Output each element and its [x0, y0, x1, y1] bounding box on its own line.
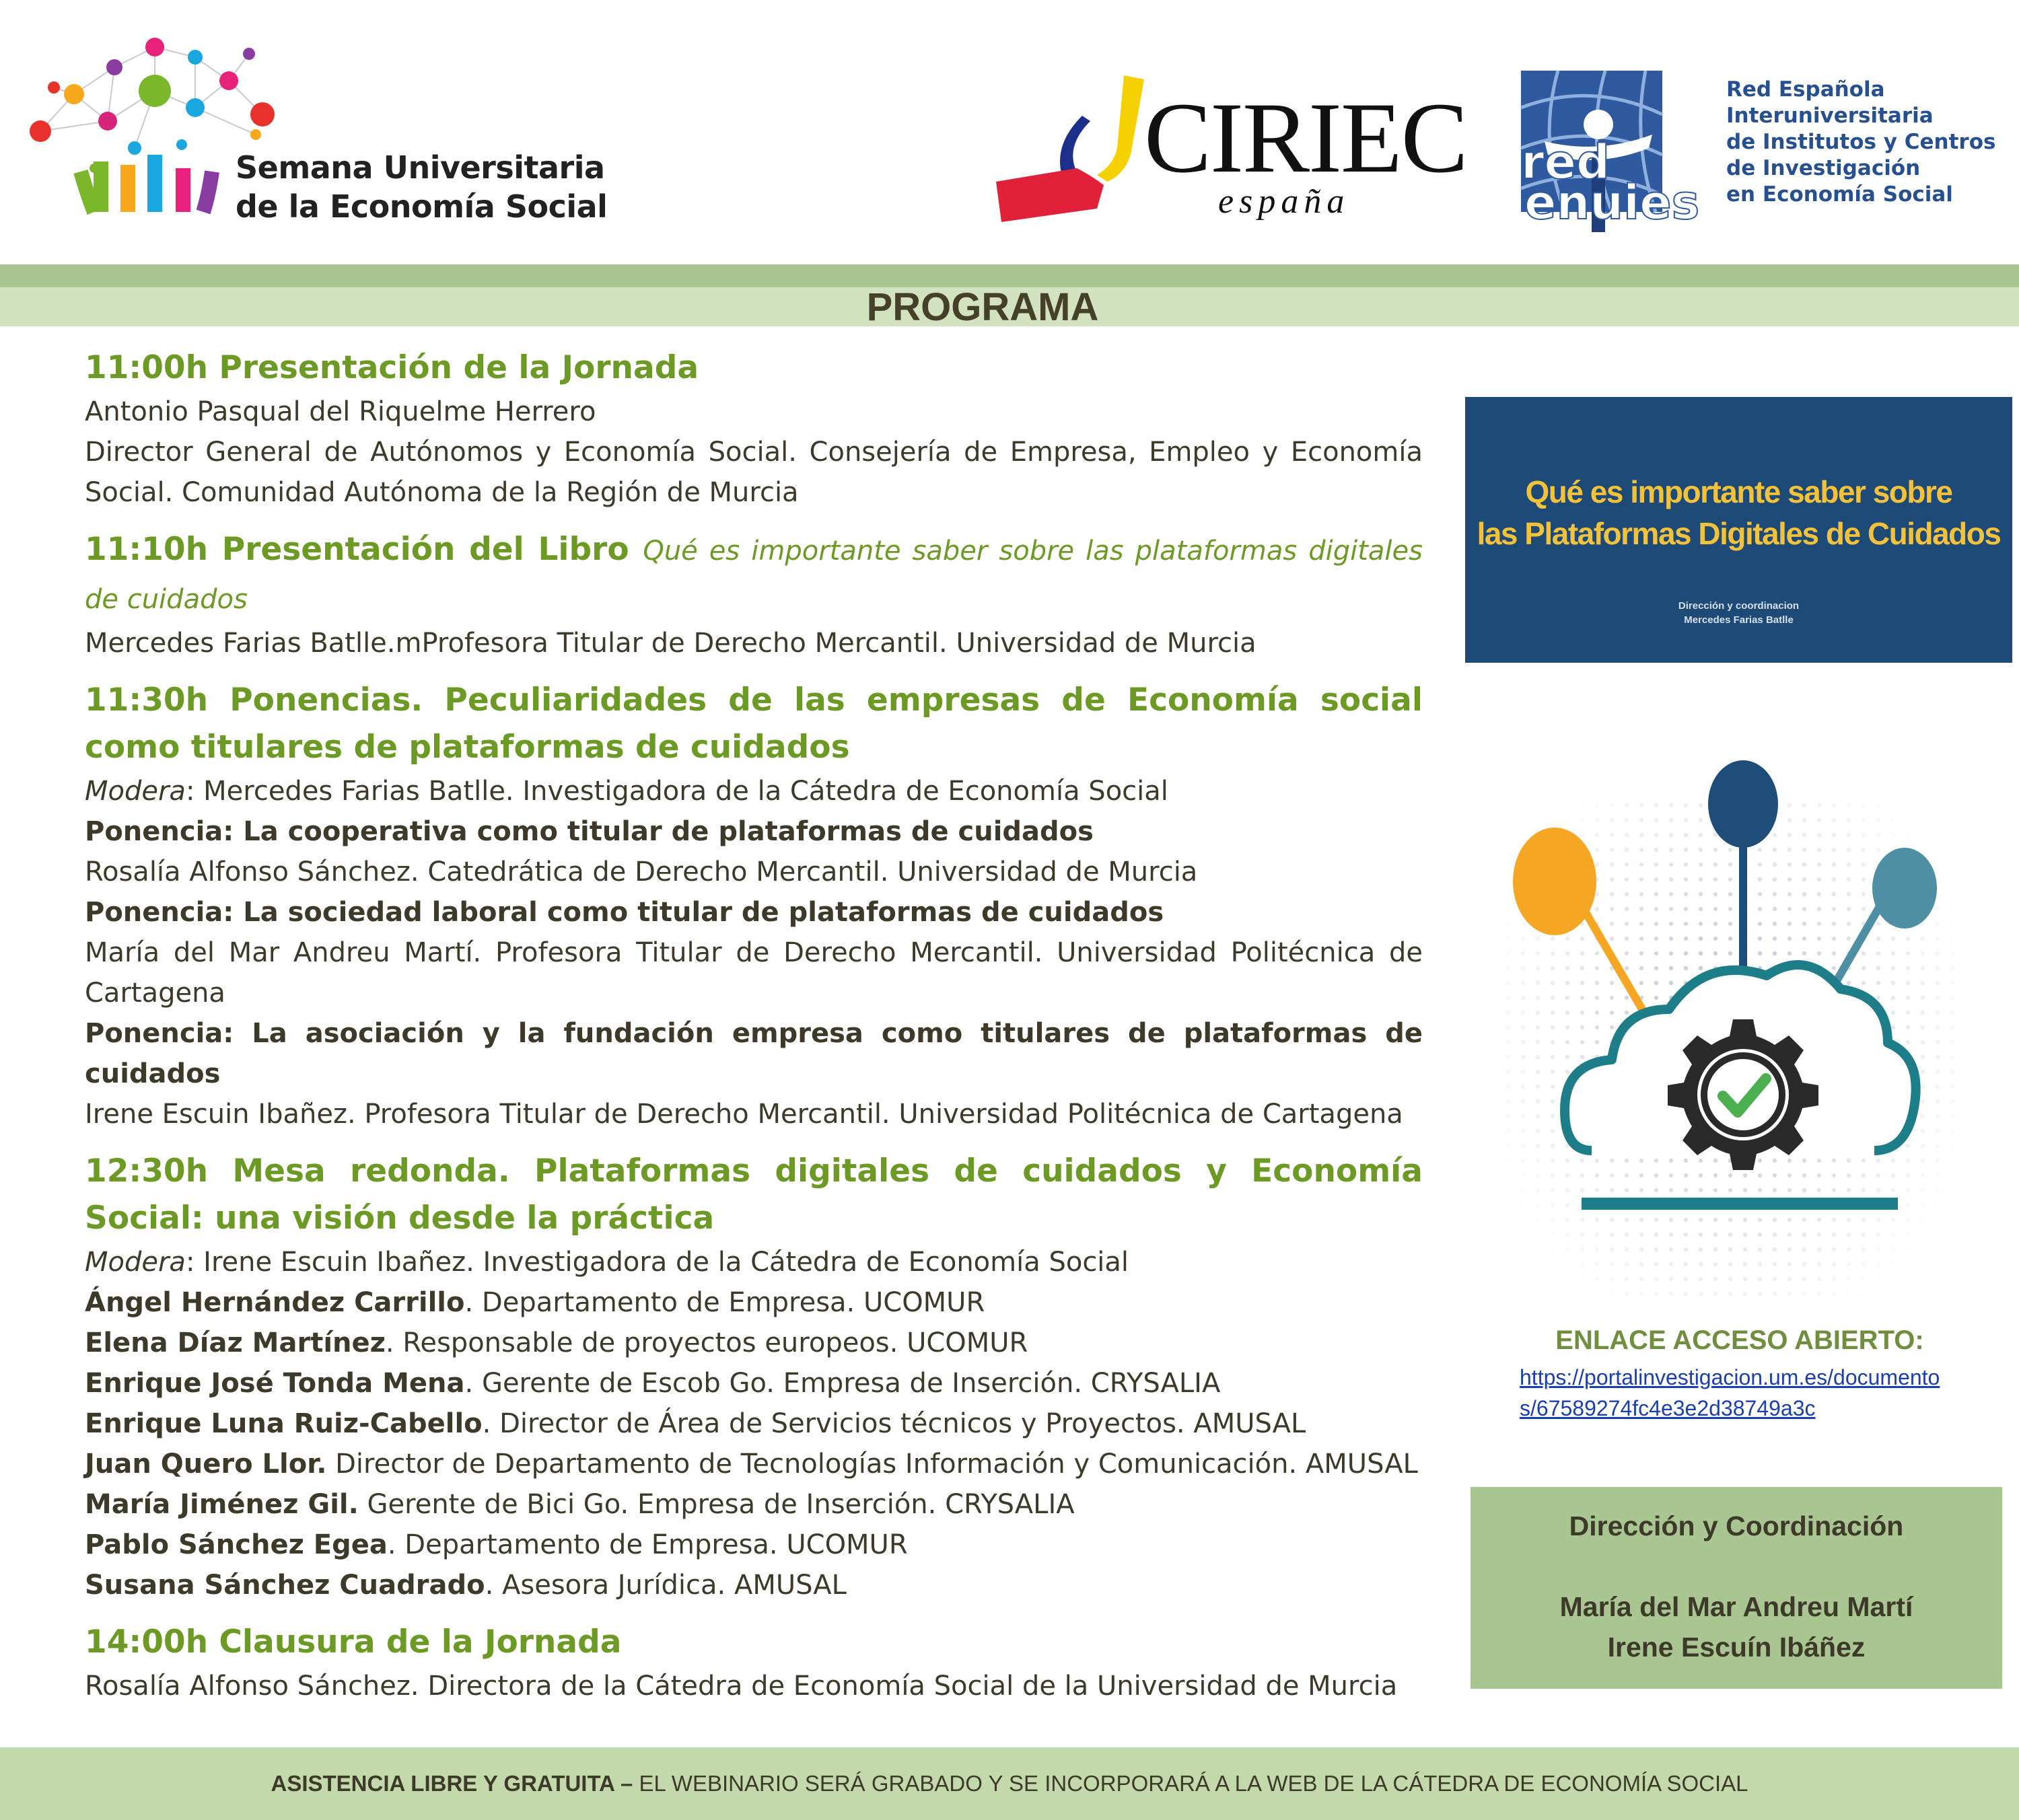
book-cover-title — [1465, 471, 2012, 554]
coordinator-name: María del Mar Andreu Martí — [1559, 1591, 1913, 1622]
red-enuies-text — [1726, 77, 1995, 208]
ponencia-author: Rosalía Alfonso Sánchez. Catedrática de Derecho Mercantil. Universidad de Murcia — [85, 857, 1198, 887]
ciriec-swoosh-icon — [996, 74, 1158, 222]
section-title: 11:30h Ponencias. Peculiaridades de las empresas de Economía social como titulares de plataformas de cuidados — [85, 682, 1423, 766]
participant-row — [85, 1525, 1423, 1565]
coordination-title: Dirección y Coordinación — [1569, 1510, 1904, 1541]
participant-name: Elena Díaz Martínez — [85, 1327, 386, 1358]
red-mark-line2: enuies — [1524, 175, 1700, 230]
open-access-link[interactable]: https://portalinvestigacion.um.es/documentos/67589274fc4e3e2d38749a3c — [1520, 1365, 1940, 1420]
red-line-4: de Investigación — [1726, 156, 1921, 180]
red-enuies-logo — [1518, 67, 2002, 249]
book-title-line2: las Plataformas Digitales de Cuidados — [1477, 516, 2001, 551]
book-cover-direction — [1465, 599, 2012, 627]
participant-role: . Responsable de proyectos europeos. UCOMUR — [385, 1327, 1028, 1358]
program-column — [85, 344, 1423, 1720]
book-dir-label: Dirección y coordinacion — [1678, 600, 1800, 612]
section-title — [85, 526, 1423, 623]
ciriec-subtitle: españa — [1218, 182, 1350, 221]
ponencia-title: Ponencia: La sociedad laboral como titular de plataformas de cuidados — [85, 897, 1164, 928]
participant-role: . Asesora Jurídica. AMUSAL — [485, 1570, 847, 1601]
modera-text: : Irene Escuin Ibañez. Investigadora de la Cátedra de Economía Social — [185, 1247, 1129, 1278]
programa-title: PROGRAMA — [866, 285, 1099, 329]
participant-row — [85, 1565, 1423, 1605]
coordinator-name: Irene Escuín Ibáñez — [1607, 1632, 1866, 1663]
participant-role: . Director de Área de Servicios técnicos y Proyectos. AMUSAL — [482, 1408, 1306, 1439]
cloud-gear-icon — [1501, 754, 1958, 1325]
ciriec-name: CIRIEC — [1144, 82, 1467, 194]
book-dir-name: Mercedes Farias Batlle — [1684, 614, 1794, 626]
semana-logo-line1: Semana Universitaria — [236, 149, 605, 186]
speaker-line: Mercedes Farias Batlle.mProfesora Titular de Derecho Mercantil. Universidad de Murcia — [85, 628, 1256, 659]
section-title: 14:00h Clausura de la Jornada — [85, 1624, 622, 1661]
participant-row — [85, 1444, 1423, 1484]
ponencia-author: Irene Escuin Ibañez. Profesora Titular de Derecho Mercantil. Universidad Politécnica de Cartagena — [85, 1099, 1403, 1130]
ponencia-author: María del Mar Andreu Martí. Profesora Titular de Derecho Mercantil. Universidad Politécnica de Cartagena — [85, 937, 1423, 1009]
ciriec-logo — [996, 74, 1467, 222]
red-mark-line1: red — [1521, 135, 1610, 190]
section-title-text: 11:10h Presentación del Libro — [85, 531, 629, 568]
participant-role: Director de Departamento de Tecnologías Información y Comunicación. AMUSAL — [326, 1449, 1418, 1480]
participant-role: Gerente de Bici Go. Empresa de Inserción. CRYSALIA — [358, 1489, 1075, 1520]
red-line-3: de Institutos y Centros — [1726, 130, 1996, 154]
red-line-5: en Economía Social — [1726, 182, 1953, 207]
book-cover — [1465, 397, 2012, 663]
semana-logo-text — [236, 148, 607, 226]
semana-universitaria-logo — [27, 27, 633, 235]
participant-role: . Gerente de Escob Go. Empresa de Inserción. CRYSALIA — [464, 1368, 1221, 1399]
red-enuies-globe-icon — [1518, 67, 1720, 249]
enlace-label: ENLACE ACCESO ABIERTO: — [1555, 1325, 1924, 1355]
book-title-line1: Qué es importante saber sobre — [1525, 474, 1952, 509]
book-title-italic: Qué es importante saber sobre las plataformas digitales de cuidados — [85, 536, 1423, 615]
participant-name: Enrique José Tonda Mena — [85, 1368, 465, 1399]
section-ponencias — [85, 677, 1423, 1134]
participant-role: . Departamento de Empresa. UCOMUR — [387, 1529, 908, 1560]
modera-label: Modera — [85, 776, 186, 807]
coordination-box — [1471, 1487, 2002, 1689]
footer-banner — [0, 1747, 2019, 1820]
section-book — [85, 526, 1423, 663]
semana-logo-line2: de la Economía Social — [236, 188, 608, 225]
footer-text: EL WEBINARIO SERÁ GRABADO Y SE INCORPORARÁ A LA WEB DE LA CÁTEDRA DE ECONOMÍA SOCIAL — [633, 1771, 1748, 1796]
section-mesa-redonda — [85, 1148, 1423, 1605]
participant-name: Pablo Sánchez Egea — [85, 1529, 388, 1560]
participant-row — [85, 1484, 1423, 1525]
participant-row — [85, 1323, 1423, 1363]
speaker-role: Director General de Autónomos y Economía Social. Consejería de Empresa, Empleo y Economía Social. Comunidad Autónoma de la Región de Murcia — [85, 437, 1423, 508]
participant-row — [85, 1404, 1423, 1444]
participant-row — [85, 1363, 1423, 1404]
moderator-line — [85, 1242, 1423, 1282]
red-line-2: Interuniversitaria — [1726, 104, 1934, 128]
modera-label: Modera — [85, 1247, 186, 1278]
speaker-line: Rosalía Alfonso Sánchez. Directora de la Cátedra de Economía Social de la Universidad de Murcia — [85, 1671, 1398, 1702]
section-title: 11:00h Presentación de la Jornada — [85, 349, 699, 386]
moderator-line — [85, 771, 1423, 811]
participant-name: Susana Sánchez Cuadrado — [85, 1570, 485, 1601]
participant-role: . Departamento de Empresa. UCOMUR — [464, 1287, 985, 1318]
section-closing — [85, 1619, 1423, 1706]
participant-name: María Jiménez Gil. — [85, 1489, 359, 1520]
participant-name: Ángel Hernández Carrillo — [85, 1287, 465, 1318]
section-opening — [85, 344, 1423, 513]
section-title: 12:30h Mesa redonda. Plataformas digitales de cuidados y Economía Social: una visión desde la práctica — [85, 1153, 1423, 1237]
red-line-1: Red Española — [1726, 77, 1885, 102]
participant-name: Enrique Luna Ruiz-Cabello — [85, 1408, 483, 1439]
speaker-name: Antonio Pasqual del Riquelme Herrero — [85, 396, 596, 427]
ponencia-title: Ponencia: La cooperativa como titular de plataformas de cuidados — [85, 816, 1094, 847]
ponencia-title: Ponencia: La asociación y la fundación empresa como titulares de plataformas de cuidados — [85, 1018, 1423, 1089]
footer-bold-text: ASISTENCIA LIBRE Y GRATUITA – — [271, 1771, 633, 1796]
participant-row — [85, 1282, 1423, 1323]
participant-name: Juan Quero Llor. — [85, 1449, 327, 1480]
modera-text: : Mercedes Farias Batlle. Investigadora de la Cátedra de Economía Social — [185, 776, 1168, 807]
spacer — [1471, 1546, 2002, 1587]
